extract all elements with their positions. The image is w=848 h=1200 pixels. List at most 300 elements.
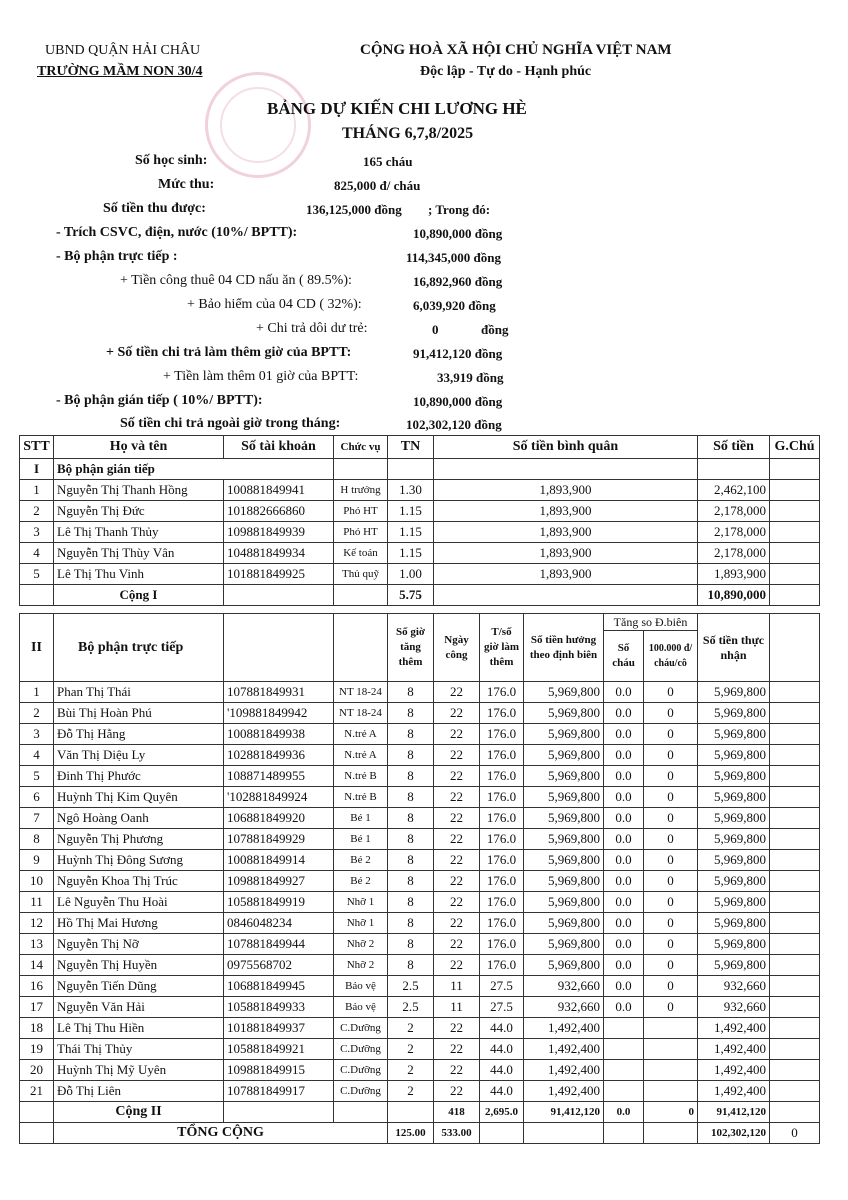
empty-cell — [224, 614, 334, 682]
overtime-total-value: 91,412,120 đồng — [413, 346, 503, 361]
table-header-row — [20, 436, 820, 459]
position: C.Dưỡng — [334, 1039, 388, 1060]
note-cell — [770, 724, 820, 745]
row-number: 4 — [20, 543, 54, 564]
account-number: 102881849936 — [224, 745, 334, 766]
section-number: I — [20, 459, 54, 480]
total-hours: 176.0 — [480, 745, 524, 766]
received-amount: 1,492,400 — [698, 1039, 770, 1060]
staff-name: Nguyễn Thị Phương — [54, 829, 224, 850]
staff-name: Nguyễn Thị Thùy Vân — [54, 543, 224, 564]
account-number: 106881849945 — [224, 976, 334, 997]
kids-count — [604, 1039, 644, 1060]
kids-count: 0.0 — [604, 808, 644, 829]
cook-value: 16,892,960 đồng — [413, 274, 503, 289]
work-days: 22 — [434, 808, 480, 829]
received-amount: 5,969,800 — [698, 703, 770, 724]
account-number: 0846048234 — [224, 913, 334, 934]
grand-total-label: TỔNG CỘNG — [54, 1123, 388, 1144]
account-number: 107881849917 — [224, 1081, 334, 1102]
account-number: 100881849938 — [224, 724, 334, 745]
extra-kids-unit: đồng — [481, 322, 509, 337]
total-hours: 176.0 — [480, 724, 524, 745]
work-days: 22 — [434, 871, 480, 892]
csvc-label: - Trích CSVC, điện, nước (10%/ BPTT): — [56, 225, 298, 240]
row-number: 13 — [20, 934, 54, 955]
total-hours: 176.0 — [480, 892, 524, 913]
row-number: 7 — [20, 808, 54, 829]
direct-value: 114,345,000 đồng — [406, 250, 501, 265]
extra-hours: 2.5 — [388, 976, 434, 997]
row-number: 10 — [20, 871, 54, 892]
account-number: 106881849920 — [224, 808, 334, 829]
total-hours: 44.0 — [480, 1060, 524, 1081]
header-name: Họ và tên — [54, 436, 224, 459]
staff-name: Lê Thị Thu Vinh — [54, 564, 224, 585]
table-row — [20, 808, 820, 829]
total-hours: 44.0 — [480, 1081, 524, 1102]
note-cell — [770, 682, 820, 703]
extra-hours: 8 — [388, 745, 434, 766]
header-norm-amount: Số tiền hưởng theo định biên — [524, 614, 604, 682]
average-amount: 1,893,900 — [434, 522, 698, 543]
table-row — [20, 480, 820, 501]
kids-count: 0.0 — [604, 703, 644, 724]
average-amount: 1,893,900 — [434, 501, 698, 522]
official-stamp — [205, 72, 311, 178]
account-number: 100881849914 — [224, 850, 334, 871]
agency-name: UBND QUẬN HẢI CHÂU — [45, 43, 201, 58]
norm-amount: 5,969,800 — [524, 682, 604, 703]
average-amount: 1,893,900 — [434, 564, 698, 585]
header-note: G.Chú — [770, 436, 820, 459]
staff-name: Nguyễn Văn Hải — [54, 997, 224, 1018]
empty-cell — [20, 1102, 54, 1123]
position: C.Dưỡng — [334, 1060, 388, 1081]
norm-amount: 5,969,800 — [524, 724, 604, 745]
account-number: 104881849934 — [224, 543, 334, 564]
amount: 1,893,900 — [698, 564, 770, 585]
account-number: 105881849921 — [224, 1039, 334, 1060]
rate-amount: 0 — [644, 682, 698, 703]
staff-name: Đinh Thị Phước — [54, 766, 224, 787]
norm-amount: 1,492,400 — [524, 1018, 604, 1039]
work-days: 22 — [434, 934, 480, 955]
hour-rate-value: 33,919 đồng — [437, 370, 504, 385]
total-hours: 176.0 — [480, 766, 524, 787]
kids-count — [604, 1081, 644, 1102]
empty-cell — [334, 585, 388, 606]
position: N.trẻ B — [334, 787, 388, 808]
kids-count: 0.0 — [604, 955, 644, 976]
norm-amount: 5,969,800 — [524, 703, 604, 724]
work-days: 22 — [434, 1039, 480, 1060]
total-hours: 176.0 — [480, 808, 524, 829]
account-number: 0975568702 — [224, 955, 334, 976]
cook-label: + Tiền công thuê 04 CD nấu ăn ( 89.5%): — [120, 273, 352, 288]
csvc-value: 10,890,000 đồng — [413, 226, 503, 241]
header-rate: 100.000 đ/ cháu/cô — [644, 631, 698, 682]
note-cell — [770, 808, 820, 829]
empty-cell — [434, 585, 698, 606]
empty-cell — [388, 459, 434, 480]
norm-amount: 5,969,800 — [524, 934, 604, 955]
kids-count: 0.0 — [604, 976, 644, 997]
received-amount: 5,969,800 — [698, 745, 770, 766]
table-row — [20, 1018, 820, 1039]
row-number: 5 — [20, 564, 54, 585]
rate-amount: 0 — [644, 787, 698, 808]
work-days: 11 — [434, 997, 480, 1018]
extra-hours: 8 — [388, 913, 434, 934]
document-title: BẢNG DỰ KIẾN CHI LƯƠNG HÈ — [267, 99, 527, 118]
indirect-label: - Bộ phận gián tiếp ( 10%/ BPTT): — [56, 393, 263, 408]
account-number: 109881849939 — [224, 522, 334, 543]
row-number: 2 — [20, 703, 54, 724]
norm-amount: 5,969,800 — [524, 787, 604, 808]
header-avg: Số tiền bình quân — [434, 436, 698, 459]
position: Bảo vệ — [334, 976, 388, 997]
rate-amount — [644, 1060, 698, 1081]
total-hours: 176.0 — [480, 955, 524, 976]
table-row — [20, 766, 820, 787]
note-cell — [770, 543, 820, 564]
coefficient: 1.30 — [388, 480, 434, 501]
work-days: 22 — [434, 829, 480, 850]
header-total-hours: T/số giờ làm thêm — [480, 614, 524, 682]
table-row — [20, 871, 820, 892]
students-value: 165 cháu — [363, 154, 413, 169]
received-amount: 5,969,800 — [698, 766, 770, 787]
position: C.Dưỡng — [334, 1018, 388, 1039]
coefficient: 1.15 — [388, 543, 434, 564]
norm-amount: 932,660 — [524, 997, 604, 1018]
received-amount: 1,492,400 — [698, 1081, 770, 1102]
kids-count: 0.0 — [604, 724, 644, 745]
extra-hours: 2.5 — [388, 997, 434, 1018]
received-amount: 5,969,800 — [698, 955, 770, 976]
account-number: 101881849937 — [224, 1018, 334, 1039]
staff-name: Huỳnh Thị Mỹ Uyên — [54, 1060, 224, 1081]
position: Bảo vệ — [334, 997, 388, 1018]
empty-cell — [770, 614, 820, 682]
position: N.trẻ A — [334, 724, 388, 745]
norm-amount: 1,492,400 — [524, 1060, 604, 1081]
received-amount: 5,969,800 — [698, 808, 770, 829]
row-number: 11 — [20, 892, 54, 913]
work-days: 22 — [434, 766, 480, 787]
account-number: 105881849933 — [224, 997, 334, 1018]
staff-name: Đỗ Thị Hằng — [54, 724, 224, 745]
grand-total-row — [20, 1123, 820, 1144]
hour-rate-label: + Tiền làm thêm 01 giờ của BPTT: — [163, 369, 359, 384]
row-number: 3 — [20, 724, 54, 745]
subtotal-hours: 2,695.0 — [480, 1102, 524, 1123]
work-days: 22 — [434, 682, 480, 703]
row-number: 5 — [20, 766, 54, 787]
kids-count: 0.0 — [604, 829, 644, 850]
row-number: 2 — [20, 501, 54, 522]
rate-amount — [644, 1039, 698, 1060]
extra-hours: 8 — [388, 682, 434, 703]
total-hours: 44.0 — [480, 1039, 524, 1060]
empty-cell — [524, 1123, 604, 1144]
note-cell — [770, 871, 820, 892]
overtime-total-label: + Số tiền chi trả làm thêm giờ của BPTT: — [106, 345, 352, 360]
work-days: 22 — [434, 1060, 480, 1081]
kids-count: 0.0 — [604, 892, 644, 913]
account-number: 101882666860 — [224, 501, 334, 522]
header-extra-hours: Số giờ tăng thêm — [388, 614, 434, 682]
norm-amount: 5,969,800 — [524, 892, 604, 913]
extra-hours: 8 — [388, 955, 434, 976]
work-days: 22 — [434, 892, 480, 913]
average-amount: 1,893,900 — [434, 543, 698, 564]
rate-amount: 0 — [644, 892, 698, 913]
table-row — [20, 501, 820, 522]
table-row — [20, 997, 820, 1018]
section-header — [20, 459, 820, 480]
position: N.trẻ A — [334, 745, 388, 766]
table-row — [20, 564, 820, 585]
received-amount: 932,660 — [698, 976, 770, 997]
extra-kids-label: + Chi trả dôi dư trẻ: — [256, 321, 368, 336]
grand-total-note: 0 — [770, 1123, 820, 1144]
work-days: 22 — [434, 913, 480, 934]
subtotal-label: Cộng I — [54, 585, 224, 606]
row-number: 14 — [20, 955, 54, 976]
header-role: Chức vụ — [334, 436, 388, 459]
received-amount: 1,492,400 — [698, 1060, 770, 1081]
staff-name: Nguyễn Thị Nỡ — [54, 934, 224, 955]
note-cell — [770, 829, 820, 850]
position: Nhỡ 2 — [334, 955, 388, 976]
table-row — [20, 543, 820, 564]
students-label: Số học sinh: — [135, 153, 208, 168]
coefficient: 1.00 — [388, 564, 434, 585]
row-number: 21 — [20, 1081, 54, 1102]
received-amount: 5,969,800 — [698, 724, 770, 745]
row-number: 8 — [20, 829, 54, 850]
header-stt: STT — [20, 436, 54, 459]
subtotal-row — [20, 1102, 820, 1123]
table-row — [20, 522, 820, 543]
staff-name: Bùi Thị Hoàn Phú — [54, 703, 224, 724]
norm-amount: 5,969,800 — [524, 913, 604, 934]
rate-amount: 0 — [644, 871, 698, 892]
row-number: 20 — [20, 1060, 54, 1081]
work-days: 22 — [434, 724, 480, 745]
note-cell — [770, 766, 820, 787]
staff-name: Đỗ Thị Liên — [54, 1081, 224, 1102]
row-number: 9 — [20, 850, 54, 871]
account-number: 105881849919 — [224, 892, 334, 913]
position: H trưởng — [334, 480, 388, 501]
fee-label: Mức thu: — [158, 177, 215, 192]
header-kids: Số cháu — [604, 631, 644, 682]
position: Thủ quỹ — [334, 564, 388, 585]
total-hours: 176.0 — [480, 850, 524, 871]
row-number: 1 — [20, 480, 54, 501]
norm-amount: 932,660 — [524, 976, 604, 997]
position: Bé 2 — [334, 871, 388, 892]
fee-value: 825,000 đ/ cháu — [334, 178, 421, 193]
account-number: 101881849925 — [224, 564, 334, 585]
header-amount: Số tiền — [698, 436, 770, 459]
section-number: II — [20, 614, 54, 682]
header-account: Số tài khoản — [224, 436, 334, 459]
document-subtitle: THÁNG 6,7,8/2025 — [342, 125, 474, 142]
table-row — [20, 1039, 820, 1060]
table-row — [20, 1060, 820, 1081]
note-cell — [770, 1081, 820, 1102]
subtotal-kids: 0.0 — [604, 1102, 644, 1123]
received-amount: 1,492,400 — [698, 1018, 770, 1039]
rate-amount — [644, 1081, 698, 1102]
note-cell — [770, 955, 820, 976]
collected-value: 136,125,000 đồng — [306, 202, 402, 217]
empty-cell — [20, 1123, 54, 1144]
row-number: 6 — [20, 787, 54, 808]
grand-total-amount: 102,302,120 — [698, 1123, 770, 1144]
staff-name: Thái Thị Thủy — [54, 1039, 224, 1060]
total-hours: 176.0 — [480, 703, 524, 724]
kids-count: 0.0 — [604, 871, 644, 892]
header-tn: TN — [388, 436, 434, 459]
staff-name: Hồ Thị Mai Hương — [54, 913, 224, 934]
empty-cell — [388, 1102, 434, 1123]
total-hours: 44.0 — [480, 1018, 524, 1039]
empty-cell — [334, 1102, 388, 1123]
staff-name: Nguyễn Thị Đức — [54, 501, 224, 522]
amount: 2,178,000 — [698, 543, 770, 564]
extra-hours: 2 — [388, 1018, 434, 1039]
subtotal-received: 91,412,120 — [698, 1102, 770, 1123]
account-number: '109881849942 — [224, 703, 334, 724]
rate-amount: 0 — [644, 976, 698, 997]
rate-amount: 0 — [644, 955, 698, 976]
table-row — [20, 850, 820, 871]
row-number: 4 — [20, 745, 54, 766]
staff-name: Nguyễn Thị Huyền — [54, 955, 224, 976]
row-number: 18 — [20, 1018, 54, 1039]
school-name: TRƯỜNG MẦM NON 30/4 — [37, 64, 203, 79]
note-cell — [770, 976, 820, 997]
amount: 2,178,000 — [698, 501, 770, 522]
header-increase: Tăng so Đ.biên — [604, 614, 698, 631]
row-number: 19 — [20, 1039, 54, 1060]
staff-name: Huỳnh Thị Đông Sương — [54, 850, 224, 871]
account-number: 100881849941 — [224, 480, 334, 501]
subtotal-norm: 91,412,120 — [524, 1102, 604, 1123]
kids-count — [604, 1060, 644, 1081]
empty-cell — [20, 585, 54, 606]
note-cell — [770, 501, 820, 522]
account-number: '102881849924 — [224, 787, 334, 808]
extra-hours: 2 — [388, 1081, 434, 1102]
table-row — [20, 703, 820, 724]
note-cell — [770, 480, 820, 501]
subtotal-days: 418 — [434, 1102, 480, 1123]
collected-label: Số tiền thu được: — [103, 201, 206, 216]
rate-amount: 0 — [644, 808, 698, 829]
total-hours: 176.0 — [480, 787, 524, 808]
received-amount: 5,969,800 — [698, 682, 770, 703]
kids-count — [604, 1018, 644, 1039]
norm-amount: 5,969,800 — [524, 829, 604, 850]
table-row — [20, 787, 820, 808]
note-cell — [770, 745, 820, 766]
account-number: 108871489955 — [224, 766, 334, 787]
norm-amount: 5,969,800 — [524, 745, 604, 766]
empty-cell — [224, 1102, 334, 1123]
total-hours: 176.0 — [480, 934, 524, 955]
note-cell — [770, 997, 820, 1018]
staff-name: Nguyễn Khoa Thị Trúc — [54, 871, 224, 892]
work-days: 22 — [434, 955, 480, 976]
position: Bé 1 — [334, 829, 388, 850]
position: C.Dưỡng — [334, 1081, 388, 1102]
rate-amount: 0 — [644, 934, 698, 955]
total-hours: 27.5 — [480, 997, 524, 1018]
grand-total-days: 533.00 — [434, 1123, 480, 1144]
received-amount: 5,969,800 — [698, 913, 770, 934]
empty-cell — [334, 614, 388, 682]
received-amount: 5,969,800 — [698, 850, 770, 871]
collected-note: ; Trong đó: — [428, 202, 491, 217]
amount: 2,462,100 — [698, 480, 770, 501]
insurance-value: 6,039,920 đồng — [413, 298, 496, 313]
note-cell — [770, 1060, 820, 1081]
extra-hours: 8 — [388, 871, 434, 892]
empty-cell — [770, 585, 820, 606]
staff-name: Phan Thị Thái — [54, 682, 224, 703]
rate-amount: 0 — [644, 829, 698, 850]
extra-hours: 2 — [388, 1060, 434, 1081]
kids-count: 0.0 — [604, 745, 644, 766]
kids-count: 0.0 — [604, 787, 644, 808]
total-hours: 176.0 — [480, 829, 524, 850]
table-row — [20, 913, 820, 934]
note-cell — [770, 522, 820, 543]
subtotal-row — [20, 585, 820, 606]
position: N.trẻ B — [334, 766, 388, 787]
extra-hours: 8 — [388, 808, 434, 829]
total-hours: 176.0 — [480, 871, 524, 892]
position: Kế toán — [334, 543, 388, 564]
staff-name: Lê Thị Thu Hiền — [54, 1018, 224, 1039]
extra-hours: 8 — [388, 934, 434, 955]
row-number: 16 — [20, 976, 54, 997]
norm-amount: 1,492,400 — [524, 1039, 604, 1060]
extra-hours: 2 — [388, 1039, 434, 1060]
row-number: 3 — [20, 522, 54, 543]
work-days: 11 — [434, 976, 480, 997]
staff-name: Lê Nguyễn Thu Hoài — [54, 892, 224, 913]
extra-hours: 8 — [388, 892, 434, 913]
row-number: 17 — [20, 997, 54, 1018]
rate-amount — [644, 1018, 698, 1039]
note-cell — [770, 913, 820, 934]
direct-label: - Bộ phận trực tiếp : — [56, 249, 178, 264]
position: Nhỡ 1 — [334, 892, 388, 913]
coefficient: 1.15 — [388, 501, 434, 522]
average-amount: 1,893,900 — [434, 480, 698, 501]
staff-name: Nguyễn Tiến Dũng — [54, 976, 224, 997]
norm-amount: 5,969,800 — [524, 871, 604, 892]
work-days: 22 — [434, 703, 480, 724]
empty-cell — [224, 585, 334, 606]
